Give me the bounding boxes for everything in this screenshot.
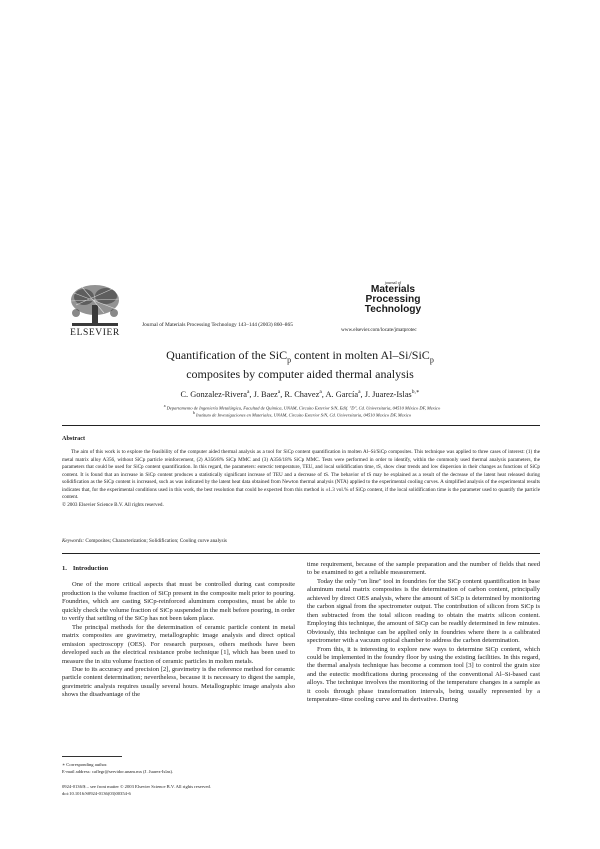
journal-url[interactable]: www.elsevier.com/locate/jmatprotec: [341, 327, 417, 333]
brand-line-1: Materials: [370, 284, 416, 296]
elsevier-tree-icon: [64, 283, 126, 329]
divider: [62, 425, 540, 426]
corresponding-author: ∗ Corresponding author.: [62, 762, 108, 767]
author: C. Gonzalez-Rivera: [180, 389, 247, 399]
section-heading: 1. Introduction: [62, 565, 109, 572]
author: A. García: [325, 389, 359, 399]
journal-brand: [364, 281, 422, 315]
author-list: C. Gonzalez-Rivera$^a$, J. Baez$^a$, R. Chavez$^a$, A. García$^a$, J. Juarez-Islas$^{b,∗}$: [180, 389, 420, 399]
doi-line[interactable]: doi:10.1016/S0924-0136(03)00354-6: [62, 791, 131, 796]
affiliation-a: $^a$ Departamento de Ingeniería Metalúrgica, Facultad de Química, UNAM, Circuito Exterior S/N, Edif. "D", Cd. Universitaria, 04510 México DF, Mexico: [163, 403, 441, 411]
keywords: Keywords: Composites; Characterization; Solidification; Cooling curve analysis: [62, 538, 227, 544]
paper-title: Quantification of the SiC$_p$ content in molten Al–Si/SiC$_p$ composites by computer aided thermal analysis: [166, 348, 434, 382]
journal-citation: Journal of Materials Processing Technology 143–144 (2003) 860–865: [142, 322, 293, 328]
paragraph: Today the only "on line" tool in foundries for the SiCp content quantification in base aluminum metal matrix composites is the determination of carbon content, principally achieved by direct OES analysis, where the amount of SiCp is determined by monitoring the carbon signal from the spectrometer output. The contribution of silicon from SiCp is then subtracted from the total silicon reading to obtain the matrix silicon content. Employing this technique, the amount of SiCp can be readily determined in few minutes. Obviously, this technique can be applied only in foundries where there is a calibrated spectrometer with a vacuum optical chamber to address the carbon determination.: [307, 577, 540, 645]
issn-line: 0924-0136/$ – see front matter © 2003 Elsevier Science B.V. All rights reserved.: [62, 784, 211, 789]
abstract-body: The aim of this work is to explore the feasibility of the computer aided thermal analysis as a tool for SiCp content quantification in molten Al–Si/SiCp composites. This technique was applied to three cases of interest: (1) the metal matrix alloy A356, without SiCp particle reinforcement, (2) A356/8% SiCp MMC and (3) A356/18% SiCp MMC. Tests were performed in order to identify, within the commonly used thermal analysis parameters, the parameters that could be used for SiCp content quantification. In this regard, the parameters: eutectic temperature, TEU, and local solidification time, tS, show clear trends and low dispersion in their changes as functions of SiCp content. It is found that an increase in SiCp content produces a statistically significant increase of TEU and a decrease of tS. The behavior of tS may be explained as a result of the decrease of the latent heat released during solidification as the SiCp content is increased, such as was indicated by the latent heat data obtained from Newton thermal analysis (NTA) applied to the experimental cooling curves. A simplified analysis of the experimental results indicates that, for the experimental conditions used in this work, the best resolution that could be expected from this method is ±1.3 vol.% of SiCp content, if the local solidification time is the parameter used to quantify the particle content. © 2003 Elsevier Science B.V. All rights reserved.: [62, 449, 540, 508]
footnote-rule: [62, 756, 122, 757]
left-column: [62, 565, 295, 700]
right-column: [307, 561, 540, 705]
affiliation-b: $^b$ Instituto de Investigaciones en Materiales, UNAM, Circuito Exterior S/N, Cd. Universitaria, 04510 Mexico DF, Mexico: [192, 410, 412, 418]
author-email[interactable]: E-mail address: caflegr@servidor.unam.mx (J. Juarez-Islas).: [62, 769, 174, 774]
paragraph: The principal methods for the determination of ceramic particle content in metal matrix composites are gravimetry, metallographic image analysis and direct optical emission spectroscopy (OES). For research purposes, others methods have been developed such as the electrical resistance probe technique [1], which has been used to measure the in situ volume fraction of ceramic particles in molten metals.: [62, 623, 295, 665]
author: J. Juarez-Islas: [364, 389, 412, 399]
paragraph: Due to its accuracy and precision [2], gravimetry is the reference method for ceramic particle content determination; nevertheless, because it is necessary to digest the sample, gravimetric analysis requires usually several hours. Metallographic image analysis also shows the disadvantage of the: [62, 665, 295, 699]
brand-line-3: Technology: [364, 304, 422, 316]
brand-line-2: Processing: [365, 294, 421, 306]
brand-small: journal of: [384, 280, 402, 285]
publisher-logo: [64, 283, 126, 339]
paragraph: From this, it is interesting to explore new ways to determine SiCp content, which could be implemented in the foundry floor by using the existing facilities. In this regard, the thermal analysis technique has become a common tool [3] to control the grain size and the eutectic modifications during processing of the conventional Al–Si-based cast alloys. The technique involves the monitoring of the temperature changes in a sample as it cools through phase transformation intervals, being usually represented by a temperature–time cooling curve and its derivative. During: [307, 645, 540, 704]
author: J. Baez: [253, 389, 278, 399]
copyright: © 2003 Elsevier Science B.V. All rights reserved.: [62, 501, 164, 508]
divider: [62, 553, 540, 554]
author: R. Chavez: [284, 389, 320, 399]
paragraph: time requirement, because of the sample preparation and the number of fields that need to be examined to get a reliable measurement.: [307, 561, 540, 577]
publisher-name: ELSEVIER: [70, 328, 120, 338]
abstract-heading: Abstract: [62, 435, 86, 442]
paragraph: One of the more critical aspects that must be controlled during cast composite production is the volume fraction of SiCp present in the composite melt prior to pouring. Foundries, which are casting SiCp-reinforced aluminum composites, must be able to quickly check the volume fraction of SiCp suspended in the melt before pouring, in order to verify that settling of the SiCp has not been taken place.: [62, 581, 295, 623]
